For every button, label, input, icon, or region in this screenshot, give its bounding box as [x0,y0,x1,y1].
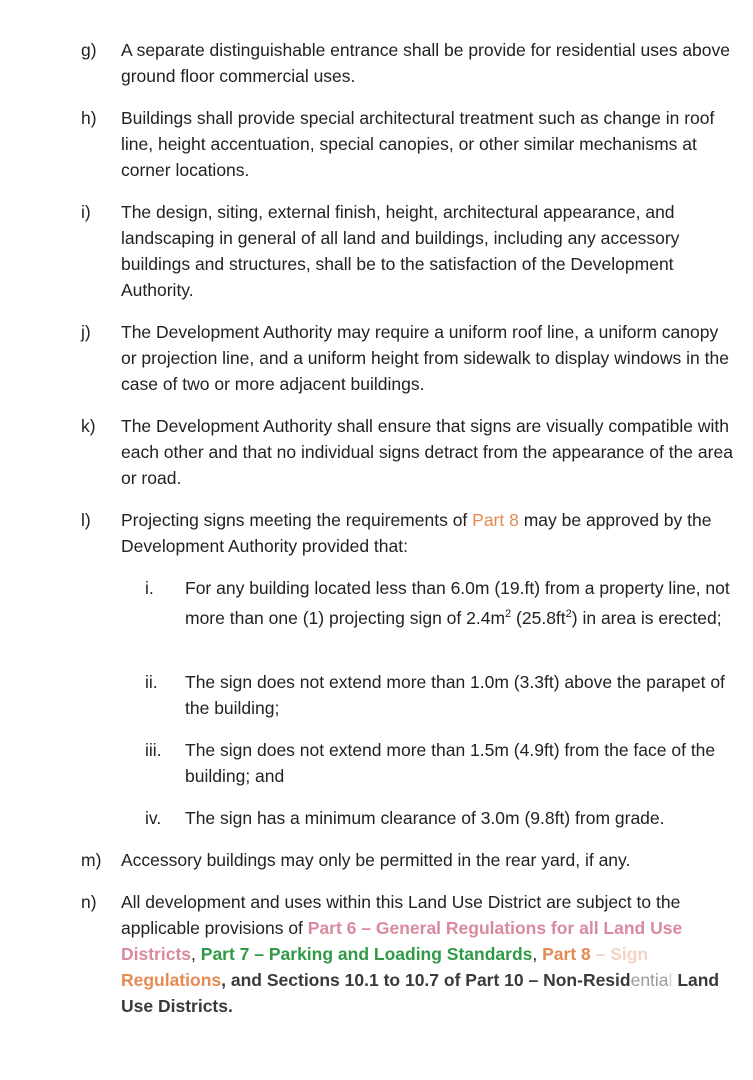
superscript-squared: 2 [505,608,512,620]
subitem-text-c: ) in area is erected; [571,607,722,628]
subitem-text: The sign does not extend more than 1.0m (3.3ft) above the parapet of the building; [185,672,725,718]
item-text: A separate distinguishable entrance shall be provide for residential uses above ground floor commercial uses. [121,40,730,86]
item-text [121,507,733,559]
part-8-link-text: Part 8 [542,944,591,964]
item-label: m) [81,850,102,870]
item-label: n) [81,892,97,912]
item-text-pre: All development and uses within this Land Use District are subject to the applicable provisions of [121,892,681,938]
subitem-text: The sign does not extend more than 1.5m (4.9ft) from the face of the building; and [185,740,716,786]
item-text-post: may be approved by the Development Authority provided that: [121,510,712,556]
item-text-mid: , and Sections 10.1 to 10.7 of [221,970,466,990]
part-10-text-faint: l [668,970,673,990]
superscript-squared: 2 [565,608,572,620]
item-text: The Development Authority may require a uniform roof line, a uniform canopy or projection line, and a uniform height from sidewalk to display windows in the case of two or more adjacent buildings. [121,322,729,394]
item-text: Accessory buildings may only be permitted in the rear yard, if any. [121,850,631,870]
item-label: g) [81,40,97,60]
item-label: l) [81,510,91,530]
subitem-label: iii. [145,740,162,760]
separator: , [532,944,543,964]
item-text-pre: Projecting signs meeting the requirements of [121,510,473,530]
part-8-link-regulations: Regulations [121,970,222,990]
separator: , [191,944,201,964]
part-6-link[interactable]: Part 6 – General Regulations for all Land Use Districts [121,918,683,964]
subitem-text-a: For any building located less than 6.0m (19.ft) from a property line, not more than one (1) projecting sign of 2.4m [185,578,730,628]
item-text: The design, siting, external finish, height, architectural appearance, and landscaping in general of all land and buildings, including any accessory buildings and structures, shall be to the satisfaction of the Development Authority. [121,202,680,300]
item-label: i) [81,202,91,222]
part-10-text-end: Land Use Districts. [121,970,720,1016]
part-8-link-faded: – Sign [590,944,649,964]
item-label: j) [81,322,91,342]
subitem-label: i. [145,578,154,598]
item-text [121,889,733,1019]
subitem-label: iv. [145,808,162,828]
item-label: h) [81,108,97,128]
subitem-text [185,575,733,631]
subitem-text: The sign has a minimum clearance of 3.0m (9.8ft) from grade. [185,808,665,828]
item-text: The Development Authority shall ensure that signs are visually compatible with each other and that no individual signs detract from the appearance of the area or road. [121,416,733,488]
item-text: Buildings shall provide special architectural treatment such as change in roof line, height accentuation, special canopies, or other similar mechanisms at corner locations. [121,108,715,180]
part-10-text-fade: entia [630,970,669,990]
subitem-label: ii. [145,672,158,692]
part-7-link[interactable]: Part 7 – Parking and Loading Standards [200,944,533,964]
part-10-text: Part 10 – Non-Resid [465,970,631,990]
subitem-text-b: (25.8ft [511,607,566,628]
item-label: k) [81,416,96,436]
part-8-link[interactable]: Part 8 [472,510,519,530]
